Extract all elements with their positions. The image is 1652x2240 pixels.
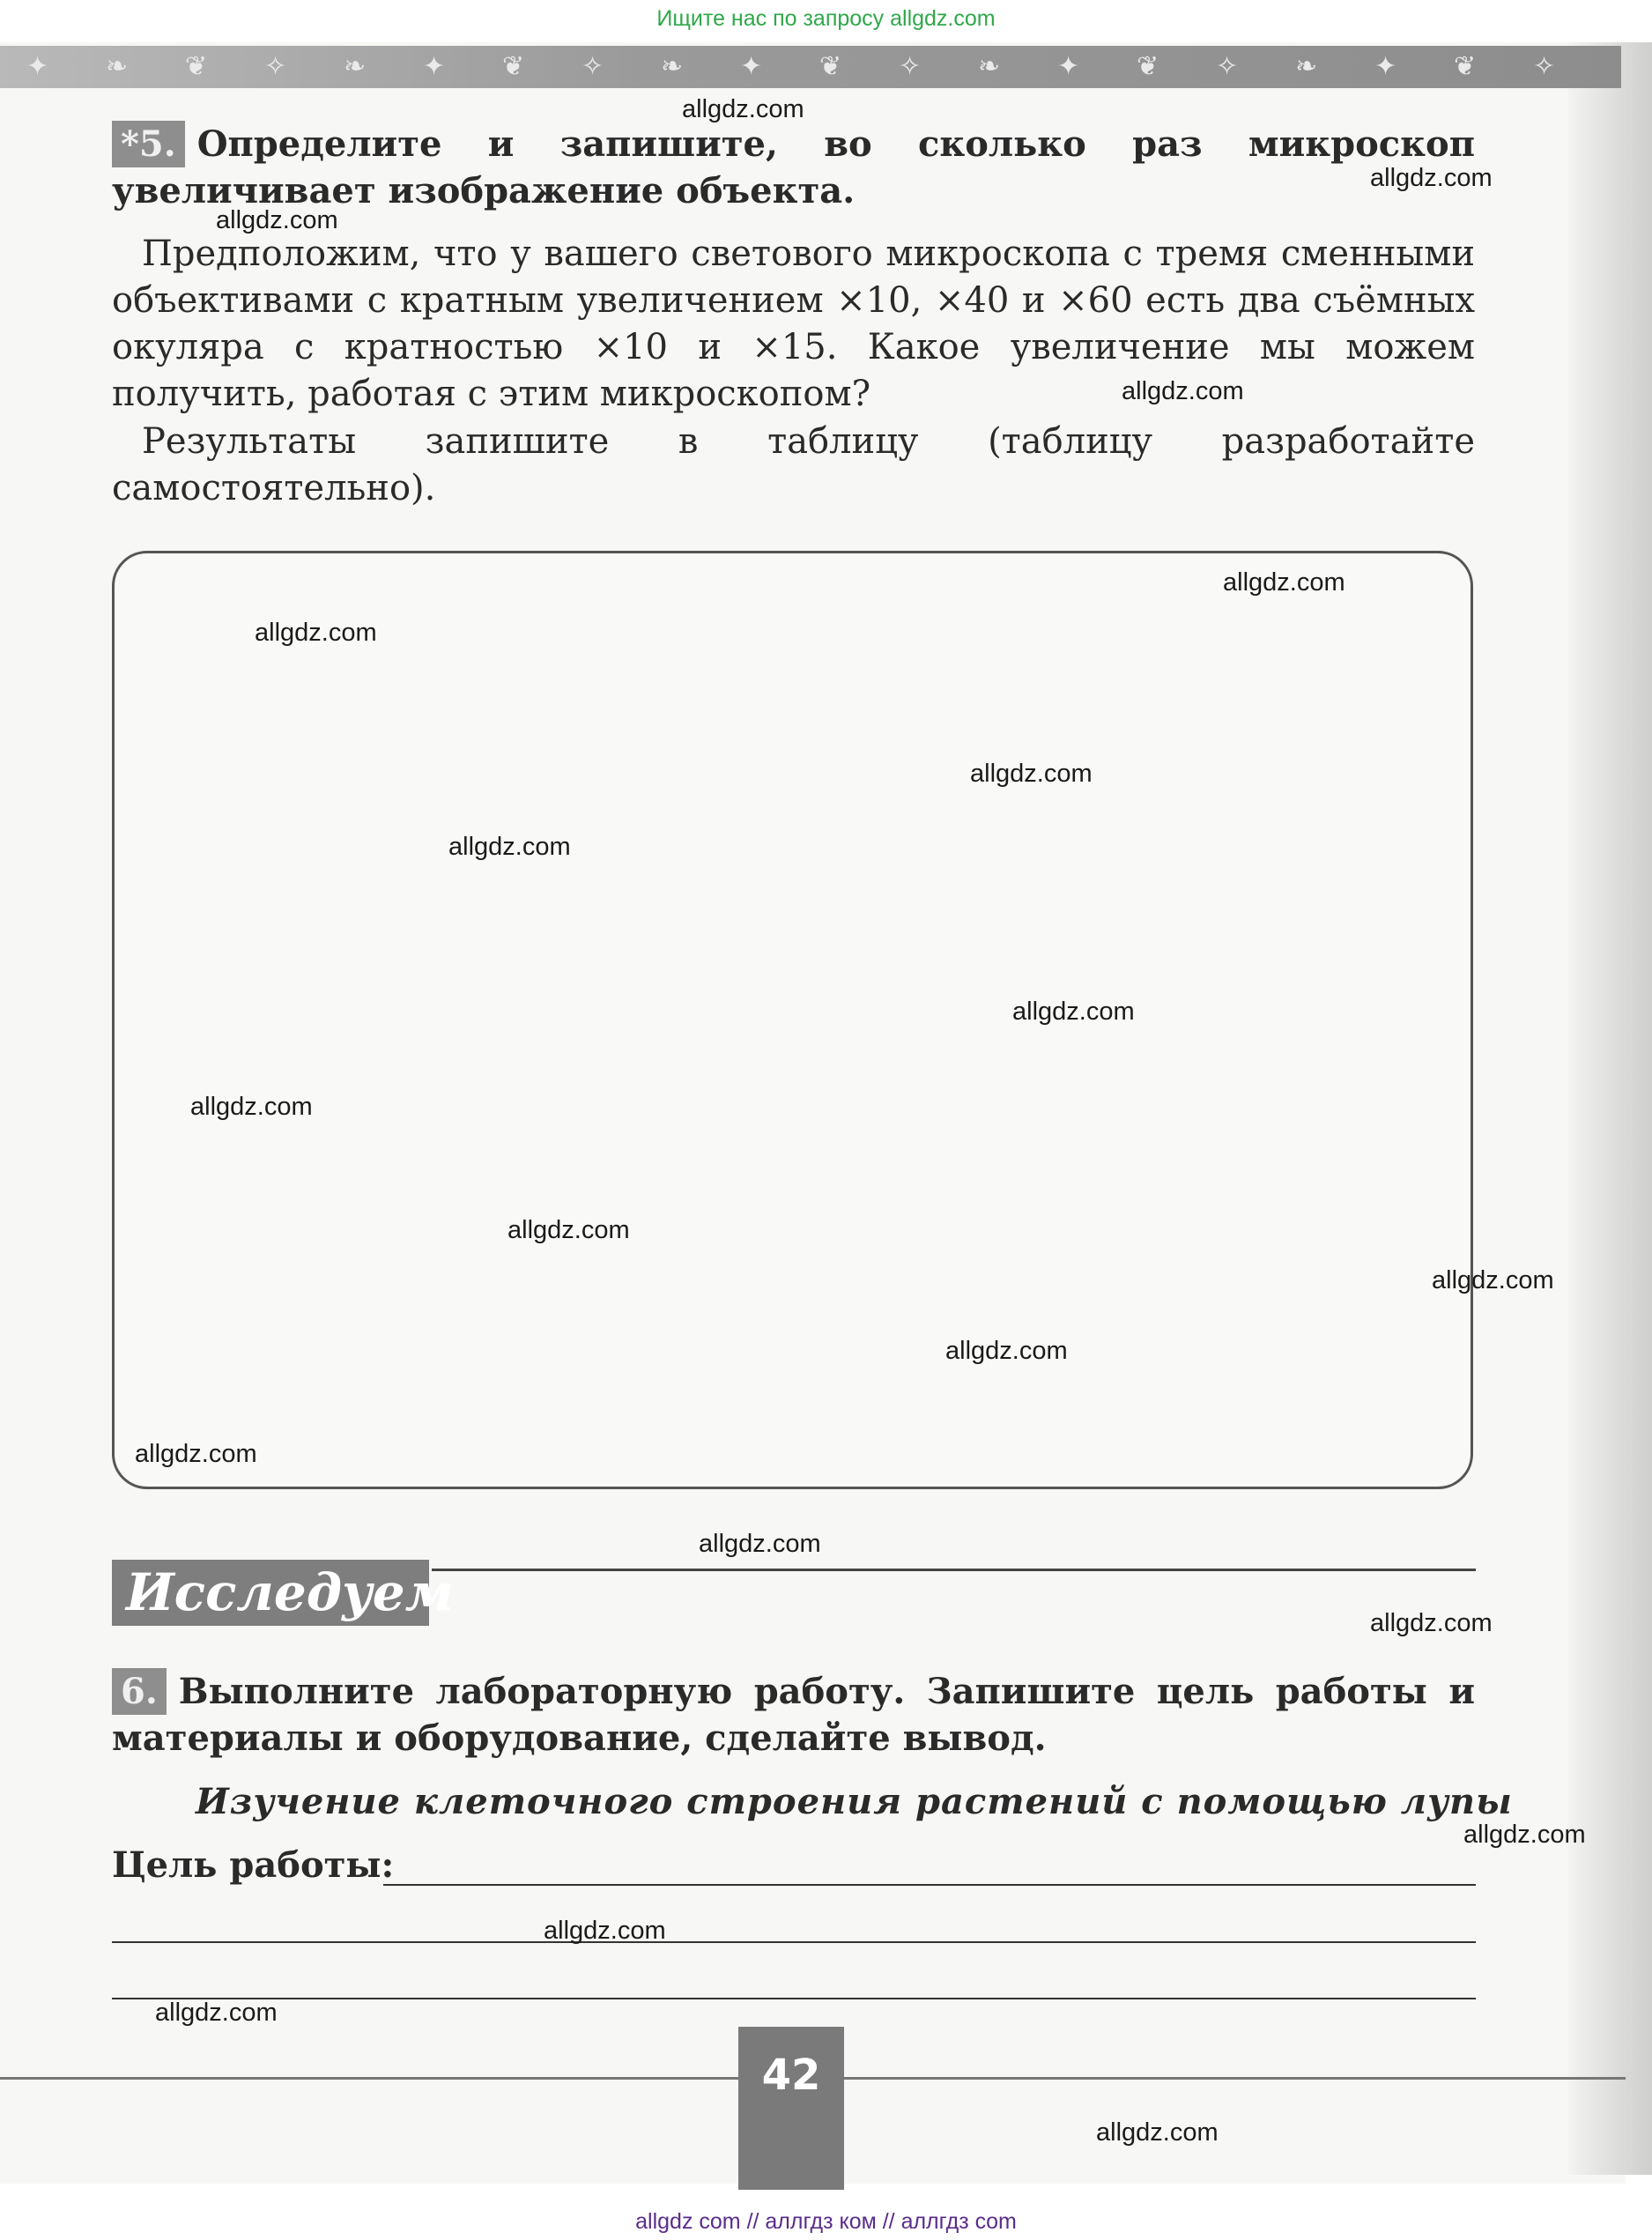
- watermark: allgdz.com: [255, 619, 377, 647]
- watermark: allgdz.com: [1432, 1266, 1554, 1294]
- decor-glyph: ✧: [899, 51, 922, 82]
- decor-glyph: ✧: [582, 51, 604, 82]
- section-title: Исследуем: [112, 1560, 429, 1626]
- watermark: allgdz.com: [1370, 164, 1493, 192]
- decor-glyph: ❧: [106, 51, 129, 82]
- task6-badge: 6.: [112, 1668, 167, 1715]
- decor-glyph: ❦: [1137, 51, 1159, 82]
- bottom-site-banner[interactable]: allgdz com // аллгдз ком // аллгдз com: [635, 2209, 1017, 2234]
- watermark: allgdz.com: [1370, 1609, 1493, 1637]
- watermark: allgdz.com: [1012, 998, 1135, 1026]
- task5-title: [112, 121, 1475, 214]
- lab-work-subtitle: Изучение клеточного строения растений с помощью лупы: [196, 1781, 1513, 1822]
- watermark: allgdz.com: [190, 1093, 313, 1121]
- decor-glyph: ✦: [740, 51, 763, 82]
- watermark: allgdz.com: [1463, 1821, 1586, 1849]
- watermark: allgdz.com: [682, 95, 804, 123]
- goal-label: Цель работы:: [112, 1844, 395, 1886]
- watermark: allgdz.com: [216, 206, 338, 234]
- decor-glyph: ❦: [502, 51, 525, 82]
- watermark: allgdz.com: [507, 1216, 630, 1244]
- decor-glyph: ✧: [264, 51, 287, 82]
- page-spine-shadow: [1568, 42, 1652, 2175]
- task6-title: [112, 1668, 1475, 1762]
- decor-glyph: ✧: [1216, 51, 1239, 82]
- watermark: allgdz.com: [1096, 2118, 1219, 2147]
- decor-glyph: ❧: [344, 51, 367, 82]
- decor-glyph: ❧: [661, 51, 684, 82]
- watermark: allgdz.com: [1223, 568, 1345, 597]
- decor-glyph: ✦: [423, 51, 446, 82]
- decor-glyph: ❦: [819, 51, 842, 82]
- decor-glyph: ✦: [1057, 51, 1080, 82]
- decor-glyph: ✦: [26, 51, 49, 82]
- goal-answer-line[interactable]: [383, 1884, 1476, 1886]
- watermark: allgdz.com: [544, 1917, 666, 1945]
- goal-answer-line[interactable]: [112, 1941, 1476, 1943]
- task5-instruction: Результаты запишите в таблицу (таблицу разработайте самостоятельно).: [112, 421, 1475, 508]
- decorative-animal-strip: [0, 46, 1621, 88]
- watermark: allgdz.com: [135, 1440, 257, 1468]
- task5-badge: *5.: [112, 121, 185, 167]
- decor-glyph: ❧: [1295, 51, 1318, 82]
- watermark: allgdz.com: [1122, 377, 1244, 405]
- watermark: allgdz.com: [970, 760, 1093, 788]
- task5-body: Предположим, что у вашего светового микроскопа с тремя сменными объективами с кратным увеличением ×10, ×40 и ×60 есть два съёмных окуляра с кратностью ×10 и ×15. Какое увеличение мы можем получить, работая с этим микроскопом?: [112, 234, 1475, 414]
- decor-glyph: ✦: [1374, 51, 1397, 82]
- goal-answer-line[interactable]: [112, 1998, 1476, 1999]
- section-rule: [432, 1569, 1476, 1571]
- watermark: allgdz.com: [945, 1337, 1068, 1365]
- watermark: allgdz.com: [155, 1999, 278, 2027]
- task6-title-text: Выполните лабораторную работу. Запишите цель работы и материалы и оборудование, сделайте вывод.: [112, 1671, 1475, 1759]
- watermark: allgdz.com: [448, 833, 571, 861]
- decor-glyph: ❦: [1454, 51, 1477, 82]
- decor-glyph: ❧: [978, 51, 1001, 82]
- top-search-banner[interactable]: Ищите нас по запросу allgdz.com: [656, 6, 996, 31]
- decor-glyph: ✧: [1533, 51, 1556, 82]
- page-number: 42: [738, 2027, 844, 2190]
- decor-glyph: ❦: [185, 51, 208, 82]
- answer-table-area[interactable]: [112, 551, 1473, 1489]
- task5-title-text: Определите и запишите, во сколько раз микроскоп увеличивает изображение объекта.: [112, 123, 1475, 211]
- watermark: allgdz.com: [699, 1530, 821, 1558]
